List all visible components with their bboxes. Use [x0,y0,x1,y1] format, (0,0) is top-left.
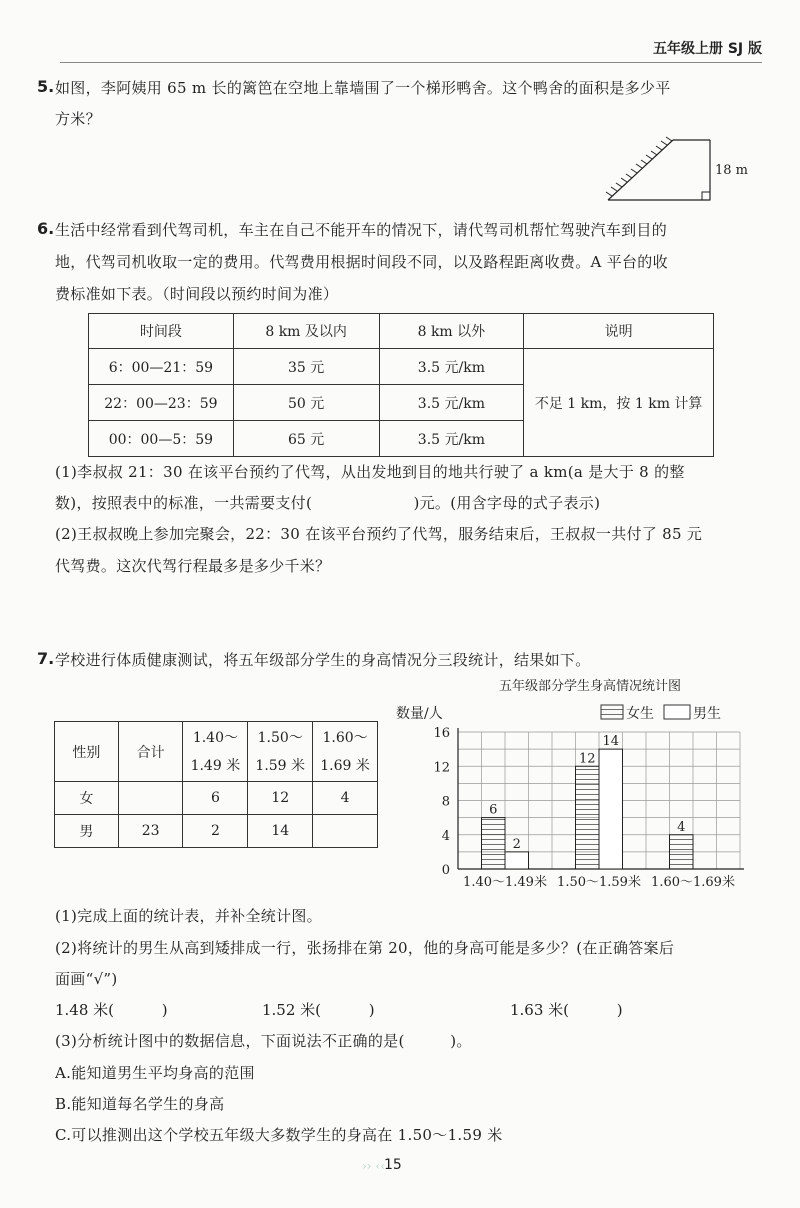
height-total-cell: 23 [118,815,183,848]
q6-sub2-line2: 代驾费。这次代驾行程最多是多少千米？ [55,557,331,575]
header-rule [60,62,762,63]
bar-girls [670,835,694,869]
bar-value-label: 4 [677,819,686,835]
height-row-label: 女 [55,782,119,815]
fee-extra-cell: 3.5 元/km [379,349,524,385]
right-angle-mark [702,192,710,200]
height-table-header [55,722,378,782]
q6-sub1-line2[interactable]: 数)，按照表中的标准，一共需要支付( )元。(用含字母的式子表示) [55,494,601,512]
bar-value-label: 2 [512,836,521,852]
q7-sub1: (1)完成上面的统计表，并补全统计图。 [55,907,322,925]
fee-time-cell: 22：00—23：59 [89,385,234,421]
fee-base-cell: 65 元 [233,421,379,457]
height-header-cell: 合计 [118,722,183,782]
q7-sub2-line2: 面画“√”) [55,970,118,988]
height-bar-chart [390,672,760,897]
q6-line2: 地，代驾司机收取一定的费用。代驾费用根据时间段不同，以及路程距离收费。A 平台的收 [55,253,668,271]
height-value-cell[interactable] [313,815,378,848]
x-tick-label: 1.50～1.59米 [557,875,641,890]
fee-header-cell: 8 km 及以内 [233,314,379,349]
height-value-cell: 12 [248,782,313,815]
bar-boys [599,749,623,869]
fee-table [88,313,714,457]
figure-label: 18 m [715,163,749,178]
q7-intro: 学校进行体质健康测试，将五年级部分学生的身高情况分三段统计，结果如下。 [55,651,591,669]
height-total-cell[interactable] [118,782,183,815]
wall-hatching [606,137,672,196]
fee-time-cell: 6：00—21：59 [89,349,234,385]
figure-wall-line [608,140,673,200]
q7-sub3[interactable]: (3)分析统计图中的数据信息，下面说法不正确的是( )。 [55,1032,472,1050]
y-tick-label: 12 [433,760,450,776]
choice-a[interactable]: A.能知道男生平均身高的范围 [55,1064,255,1082]
fee-base-cell: 50 元 [233,385,379,421]
option-1-63[interactable]: 1.63 米( ) [510,1001,623,1019]
chart-ylabel: 数量/人 [396,706,443,722]
q5-line2: 方米？ [55,110,101,128]
legend-swatch-girls [601,705,623,719]
legend-swatch-boys [664,705,690,719]
q6-line1: 生活中经常看到代驾司机，车主在自己不能开车的情况下，请代驾司机帮忙驾驶汽车到目的 [55,221,668,239]
x-tick-label: 1.60～1.69米 [651,875,735,890]
page-number: 15 [384,1157,402,1173]
y-tick-label: 8 [441,794,450,810]
y-tick-label: 0 [441,863,450,878]
height-header-cell: 1.40～1.49 米 [183,722,248,782]
edition-label: 五年级上册 SJ 版 [652,41,762,57]
table-row [89,349,714,385]
fee-time-cell: 00：00—5：59 [89,421,234,457]
height-value-cell: 2 [183,815,248,848]
height-value-cell: 14 [248,815,313,848]
height-header-cell: 1.50～1.59 米 [248,722,313,782]
height-header-cell: 1.60～1.69 米 [313,722,378,782]
fee-table-header [89,314,714,349]
bar-girls [482,818,506,869]
q7-number: 7. [37,649,55,668]
fee-base-cell: 35 元 [233,349,379,385]
q6-sub2-line1: (2)王叔叔晚上参加完聚会，22：30 在该平台预约了代驾，服务结束后，王叔叔一共付了 85 元 [55,525,703,543]
fee-header-cell: 8 km 以外 [379,314,524,349]
fee-extra-cell: 3.5 元/km [379,421,524,457]
fee-note-cell: 不足 1 km，按 1 km 计算 [524,349,714,457]
y-tick-label: 4 [441,828,450,844]
fee-header-cell: 时间段 [89,314,234,349]
table-row [55,782,378,815]
bar-value-label: 12 [578,751,596,767]
q5-trapezoid-figure [600,130,760,210]
choice-b[interactable]: B.能知道每名学生的身高 [55,1095,225,1113]
chart-title: 五年级部分学生身高情况统计图 [498,679,682,694]
height-table [54,721,378,848]
height-value-cell: 4 [313,782,378,815]
q6-number: 6. [37,219,55,238]
bar-value-label: 6 [489,802,498,818]
q5-line1: 如图，李阿姨用 65 m 长的篱笆在空地上靠墙围了一个梯形鸭舍。这个鸭舍的面积是多少平 [55,79,671,97]
table-row [55,815,378,848]
x-tick-label: 1.40～1.49米 [463,875,547,890]
q6-sub1-line1: (1)李叔叔 21：30 在该平台预约了代驾，从出发地到目的地共行驶了 a km(a 是大于 8 的整 [55,463,685,481]
y-tick-label: 16 [433,726,450,741]
page-decoration: ›› ‹‹ [362,1159,386,1173]
choice-c[interactable]: C.可以推测出这个学校五年级大多数学生的身高在 1.50～1.59 米 [55,1126,503,1144]
bar-value-label: 14 [602,734,620,750]
q5-number: 5. [37,77,55,96]
height-header-cell: 性别 [55,722,119,782]
option-1-52[interactable]: 1.52 米( ) [262,1001,375,1019]
fee-extra-cell: 3.5 元/km [379,385,524,421]
q7-sub2-line1: (2)将统计的男生从高到矮排成一行，张扬排在第 20，他的身高可能是多少？(在正确答案后 [55,939,675,957]
bar-girls [576,766,600,869]
legend-label-girls: 女生 [626,706,654,722]
q6-line3: 费标准如下表。（时间段以预约时间为准） [55,285,339,303]
option-1-48[interactable]: 1.48 米( ) [55,1001,168,1019]
legend-label-boys: 男生 [693,706,721,722]
bar-boys [505,852,529,869]
fee-header-cell: 说明 [524,314,714,349]
height-row-label: 男 [55,815,119,848]
height-value-cell: 6 [183,782,248,815]
